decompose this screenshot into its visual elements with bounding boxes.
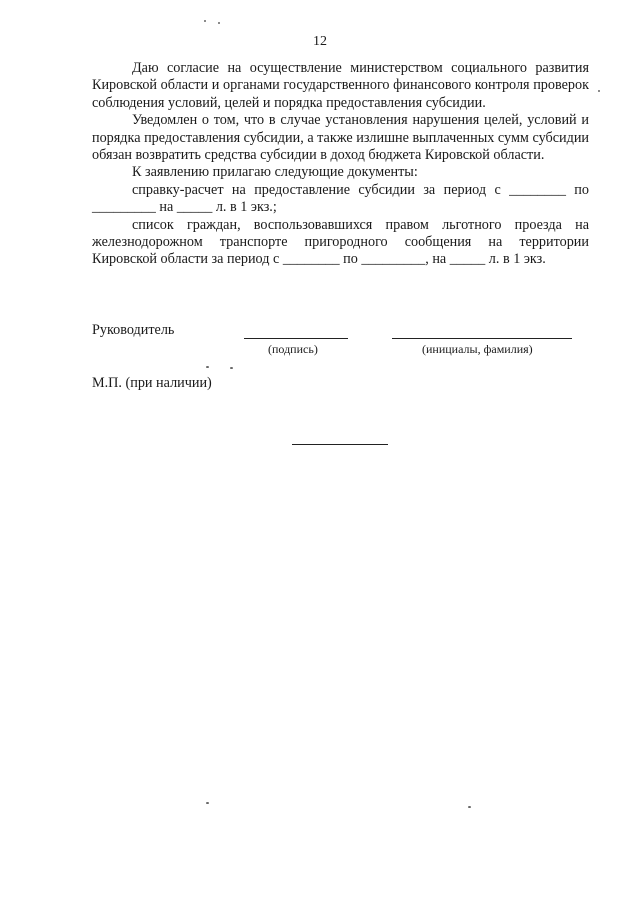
notice-paragraph: Уведомлен о том, что в случае установления нарушения целей, условий и порядка предоставления субсидии, а также излишне выплаченных сумм субсидии обязан возвратить средства субсидии в доход бюджета Кировской области. (92, 112, 589, 164)
attachments-intro: К заявлению прилагаю следующие документы: (132, 164, 418, 181)
page-number: 12 (313, 34, 327, 49)
attachment-item-calculation: справку-расчет на предоставление субсидии за период с ________ по _________ на _____ л. в 1 экз.; (92, 181, 589, 216)
signature-label: Руководитель (92, 322, 175, 338)
signature-block (0, 322, 640, 362)
name-line (392, 338, 572, 339)
scan-speck (206, 802, 209, 804)
scan-speck (468, 806, 471, 808)
scan-speck (230, 367, 233, 369)
scan-speck (598, 90, 600, 92)
stamp-note: М.П. (при наличии) (92, 375, 212, 391)
attachment-item-list: список граждан, воспользовавшихся правом льготного проезда на железнодорожном транспорте пригородного сообщения на территории Кировской области за период с ________ по _________, на _____ л. в 1 экз. (92, 216, 589, 268)
name-caption: (инициалы, фамилия) (422, 342, 533, 356)
consent-paragraph: Даю согласие на осуществление министерством социального развития Кировской области и органами государственного финансового контроля проверок соблюдения условий, целей и порядка предоставления субсидии. (92, 60, 589, 111)
signature-caption: (подпись) (268, 342, 318, 356)
signature-line (244, 338, 348, 339)
end-rule (292, 444, 388, 445)
scan-speck (206, 366, 209, 368)
scan-speck (204, 20, 206, 22)
body-text (92, 60, 589, 269)
scan-speck (218, 22, 220, 24)
